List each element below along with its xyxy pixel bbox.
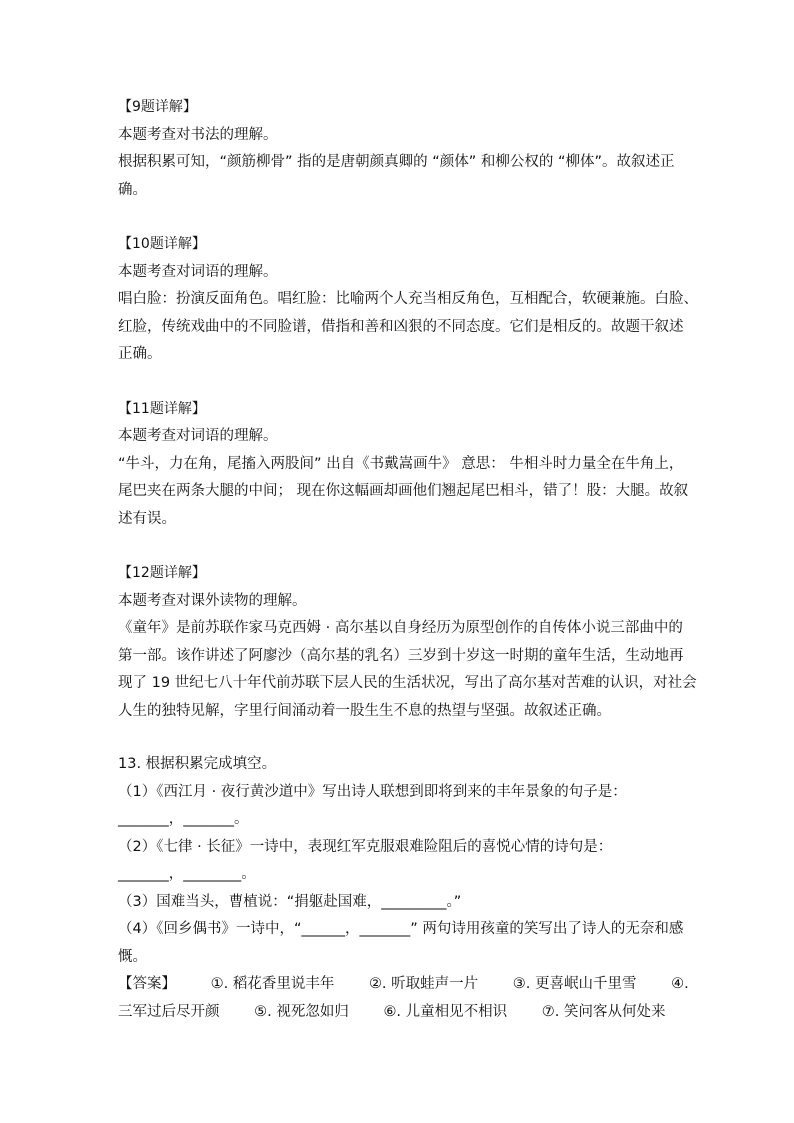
answer-7: ⑦. 笑问客从何处来	[541, 1003, 666, 1020]
q10-line-1: 本题考查对词语的理解。	[118, 263, 278, 280]
q12-line-4: 现了 19 世纪七八十年代前苏联下层人民的生活状况，写出了高尔基对苦难的认识，对社会	[118, 675, 697, 691]
q12-section	[118, 560, 697, 725]
q9-section	[118, 94, 678, 204]
q9-line-2: 根据积累可知，“颜筋柳骨” 指的是唐朝颜真卿的 “颜体” 和柳公权的 “柳体”。故叙述正	[118, 154, 675, 170]
q11-line-4: 述有误。	[118, 510, 176, 527]
q11-line-2: “牛斗，力在角，尾搐入两股间” 出自《书戴嵩画牛》 意思： 牛相斗时力量全在牛角上，	[118, 455, 684, 472]
spacer	[118, 725, 678, 751]
answer-6: ⑥. 儿童相见不相识	[383, 1003, 508, 1020]
q12-title: 【12题详解】	[118, 565, 206, 581]
q11-section	[118, 396, 689, 534]
spacer	[118, 533, 678, 560]
q12-line-1: 本题考查对课外读物的理解。	[118, 592, 307, 609]
q11-line-3: 尾巴夹在两条大腿的中间； 现在你这幅画却画他们翘起尾巴相斗，错了！股：大腿。故叙	[118, 483, 689, 499]
spacer	[118, 369, 678, 396]
q12-line-2: 《童年》是前苏联作家马克西姆 · 高尔基以自身经历为原型创作的自传体小说三部曲中的	[118, 620, 683, 636]
q9-line-3: 确。	[118, 181, 147, 198]
q12-line-3: 第一部。该作讲述了阿廖沙（高尔基的乳名）三岁到十岁这一时期的童年生活，生动地再	[118, 647, 684, 664]
answer-5: ⑤. 视死忽如归	[254, 1003, 349, 1020]
spacer	[118, 204, 678, 231]
answer-2: ②. 听取蛙声一片	[368, 976, 479, 992]
q13-prompt: 13. 根据积累完成填空。	[118, 756, 277, 772]
q11-line-1: 本题考查对词语的理解。	[118, 428, 278, 444]
answer-1: ①. 稻花香里说丰年	[210, 976, 335, 992]
answer-4-num: ④.	[671, 976, 689, 992]
q10-section	[118, 231, 698, 369]
q9-title: 【9题详解】	[118, 99, 197, 115]
answer-row-1	[118, 971, 689, 999]
q13-blank-2: _______，________。	[118, 866, 256, 882]
q11-title: 【11题详解】	[118, 400, 206, 417]
q9-line-1: 本题考查对书法的理解。	[118, 126, 278, 143]
q10-line-4: 正确。	[118, 346, 162, 362]
q13-blank-1: _______，_______。	[118, 811, 249, 827]
q10-line-2: 唱白脸：扮演反面角色。唱红脸：比喻两个人充当相反角色，互相配合，软硬兼施。白脸、	[118, 291, 698, 307]
answer-4-text: 三军过后尽开颜	[118, 1003, 220, 1020]
q10-line-3: 红脸，传统戏曲中的不同脸谱，借指和善和凶狠的不同态度。它们是相反的。故题干叙述	[118, 318, 684, 335]
document-page	[118, 94, 698, 1026]
answer-3: ③. 更喜岷山千里雪	[512, 976, 637, 992]
q10-title: 【10题详解】	[118, 236, 206, 252]
q13-item-1: （1）《西江月 · 夜行黄沙道中》写出诗人联想到即将到来的丰年景象的句子是：	[118, 783, 627, 800]
q13-item-2: （2）《七律 · 长征》一诗中，表现红军克服艰难险阻后的喜悦心情的诗句是：	[118, 838, 613, 855]
answer-tag: 【答案】	[118, 976, 176, 992]
q13-section	[118, 751, 689, 1026]
q13-item-4-cont: 慨。	[118, 948, 147, 965]
q12-line-5: 人生的独特见解，字里行间涌动着一股生生不息的热望与坚强。故叙述正确。	[118, 702, 611, 719]
q13-item-4: （4）《回乡偶书》一诗中，“______，_______” 两句诗用孩童的笑写出了诗人的无奈和感	[118, 921, 684, 937]
q13-item-3: （3）国难当头，曹植说：“捐躯赴国难，_________。”	[118, 893, 462, 910]
answer-row-2	[118, 999, 678, 1027]
